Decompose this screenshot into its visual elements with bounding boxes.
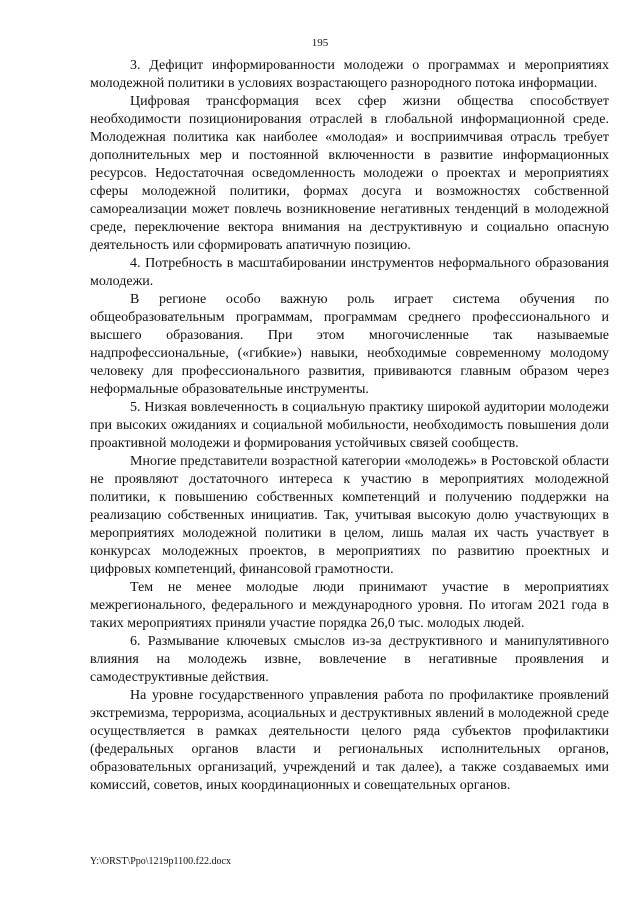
- paragraph-participation-2021: Тем не менее молодые люди принимают участие в мероприятиях межрегионального, федерального и международного уровня. По итогам 2021 года в таких мероприятиях приняли участие порядка 26,0 тыс. молодых людей.: [90, 580, 609, 631]
- paragraph-digital-transformation: Цифровая трансформация всех сфер жизни общества способствует необходимости позиционирования отраслей в глобальной информационной среде. Молодежная политика как наиболее «молодая» и восприимчивая отрасль требует дополнительных мер и постоянной включенности в развитие информационных ресурсов. Недостаточная осведомленность молодежи о проектах и мероприятиях сферы молодежной политики, формах досуга и возможностях собственной самореализации может повлечь возникновение негативных тенденций в молодежной среде, переключение вектора внимания на деструктивную и социально опасную деятельность или сформировать апатичную позицию.: [90, 94, 609, 253]
- paragraph-rostov-youth: Многие представители возрастной категории «молодежь» в Ростовской области не проявляют достаточного интереса к участию в мероприятиях молодежной политики, к повышению собственных компетенций и получению поддержки на реализацию собственных инициатив. Так, учитывая высокую долю участвующих в мероприятиях молодежной политики в целом, лишь малая их часть участвует в конкурсах молодежных проектов, в мероприятиях по развитию проектных и цифровых компетенций, финансовой грамотности.: [90, 454, 609, 577]
- paragraph-item-6-heading: 6. Размывание ключевых смыслов из-за деструктивного и манипулятивного влияния на молодежь извне, вовлечение в негативные проявления и самодеструктивные действия.: [90, 634, 609, 685]
- paragraph-item-5-heading: 5. Низкая вовлеченность в социальную практику широкой аудитории молодежи при высоких ожиданиях и социальной мобильности, необходимость повышения доли проактивной молодежи и формирования устойчивых связей сообществ.: [90, 400, 609, 451]
- footer-file-path: Y:\ORST\Ppo\1219p1100.f22.docx: [90, 856, 231, 867]
- paragraph-prevention: На уровне государственного управления работа по профилактике проявлений экстремизма, терроризма, асоциальных и деструктивных явлений в молодежной среде осуществляется в рамках деятельности целого ряда субъектов профилактики (федеральных органов власти и региональных исполнительных органов, образовательных организаций, учреждений и так далее), а также создаваемых ими комиссий, советов, иных координационных и совещательных органов.: [90, 688, 609, 793]
- document-body: [90, 57, 609, 795]
- paragraph-item-4-heading: 4. Потребность в масштабировании инструментов неформального образования молодежи.: [90, 256, 609, 289]
- paragraph-item-3-heading: 3. Дефицит информированности молодежи о программах и мероприятиях молодежной политики в условиях возрастающего разнородного потока информации.: [90, 58, 609, 91]
- paragraph-education-system: В регионе особо важную роль играет система обучения по общеобразовательным программам, программам среднего профессионального и высшего образования. При этом многочисленные так называемые надпрофессиональные, («гибкие») навыки, необходимые современному молодому человеку для профессионального развития, прививаются главным образом через неформальные образовательные инструменты.: [90, 292, 609, 397]
- page-number: 195: [311, 37, 329, 49]
